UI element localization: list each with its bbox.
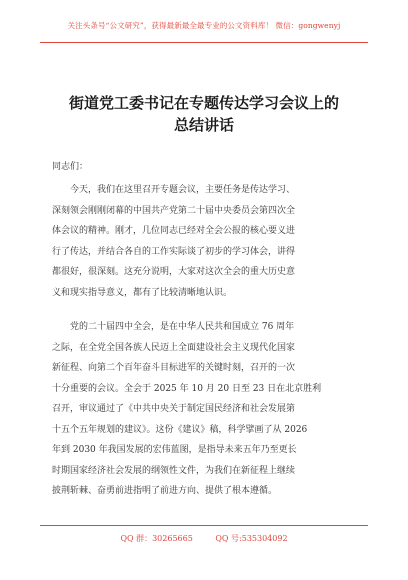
paragraph-line: 十五个五年规划的建议》。这份《建议》稿，科学擘画了从 2026	[52, 424, 308, 435]
page-header-notice: 关注头条号“公文研究”，获得最新最全最专业的公文资料库！ 微信：gongwenyj	[67, 21, 341, 30]
paragraph-line: 今天，我们在这里召开专题会议，主要任务是传达学习、	[70, 185, 296, 195]
paragraph-line: 党的二十届四中全会，是在中华人民共和国成立 76 周年	[70, 322, 295, 332]
paragraph-line: 都很好，很深刻。这充分说明，大家对这次全会的重大历史意	[52, 267, 296, 277]
paragraph-line: 时期国家经济社会发展的纲领性文件，为我们在新征程上继续	[52, 465, 296, 476]
paragraph-line: 召开，审议通过了《中共中央关于制定国民经济和社会发展第	[52, 404, 296, 414]
header-divider	[40, 42, 368, 43]
paragraph-line: 义和现实指导意义，都有了比较清晰地认识。	[52, 287, 233, 298]
paragraph-line: 新征程、向第二个百年奋斗目标进军的关键时刻，召开的一次	[52, 363, 296, 373]
paragraph-line: 年到 2030 年我国发展的宏伟蓝图，是指导未来五年乃至更长	[52, 445, 297, 455]
document-title	[40, 92, 368, 136]
paragraph-2	[52, 317, 356, 502]
paragraph-line: 披荆斩棘、奋勇前进指明了前进方向、提供了根本遵循。	[52, 486, 278, 496]
paragraph-line: 十分重要的会议。全会于 2025 年 10 月 20 日至 23 日在北京胜利	[52, 383, 322, 394]
paragraph-line: 深刻领会刚刚闭幕的中国共产党第二十届中央委员会第四次全	[52, 205, 296, 216]
paragraph-line: 之际，在全党全国各族人民迈上全面建设社会主义现代化国家	[52, 342, 296, 353]
paragraph-line: 体会议的精神。刚才，几位同志已经对全会公报的核心要义进	[52, 226, 296, 236]
paragraph-1	[52, 180, 356, 303]
title-line-1: 街道党工委书记在专题传达学习会议上的	[68, 94, 339, 112]
footer-divider	[40, 525, 368, 526]
page-footer	[40, 533, 368, 544]
salutation: 同志们：	[52, 162, 89, 172]
title-line-2: 总结讲话	[173, 116, 234, 134]
qq-account-number: QQ 号:535304092	[215, 534, 288, 543]
qq-group-number: QQ 群：30265665	[120, 534, 193, 543]
paragraph-line: 行了传达，并结合各自的工作实际谈了初步的学习体会，讲得	[52, 246, 296, 257]
